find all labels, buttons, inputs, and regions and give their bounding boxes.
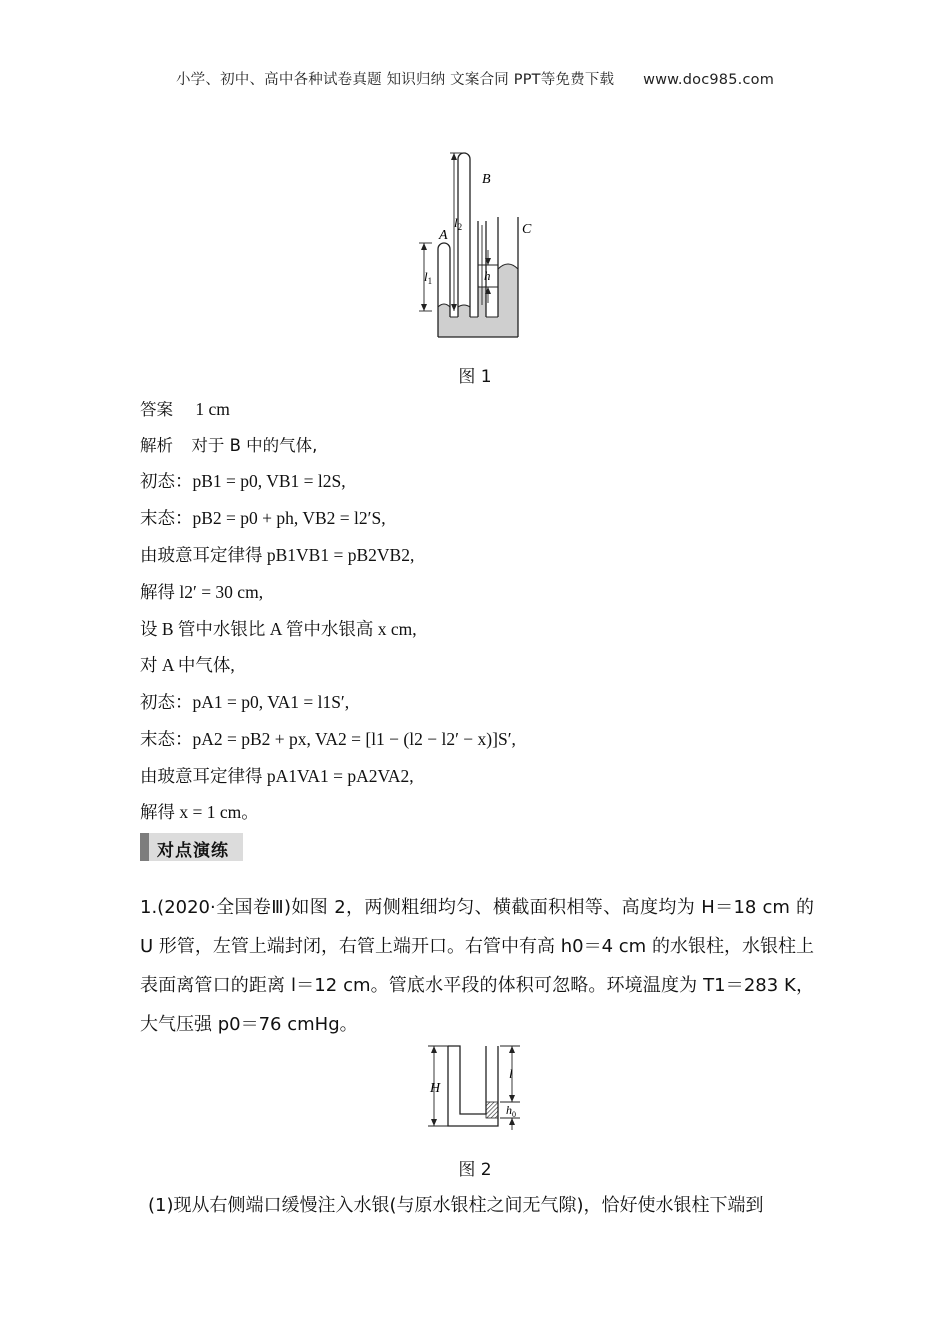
figure-1-caption: 图 1 [458, 367, 492, 387]
header-text: 小学、初中、高中各种试卷真题 知识归纳 文案合同 PPT等免费下载 [175, 72, 615, 88]
solution-line-6: 对 A 中气体, [140, 655, 235, 675]
figure-2-label-l: l [509, 1066, 513, 1081]
solution-intro: 对于 B 中的气体, [191, 436, 318, 455]
problem-1-text: 1.(2020·全国卷Ⅲ)如图 2，两侧粗细均匀、横截面积相等、高度均为 H＝18 cm 的 U 形管，左管上端封闭，右管上端开口。右管中有高 h0＝4 cm 的水银柱，水银柱上表面离管口的距离 l＝12 cm。管底水平段的体积可忽略。环境温度为 T1＝283 K，大气压强 p0＝76 cmHg。 [140, 897, 814, 1035]
figure-1-label-l1: $l_1$ [424, 269, 433, 286]
solution-intro-line [140, 433, 317, 458]
answer-value: 1 cm [195, 399, 230, 419]
figure-1-label-a: A [439, 228, 448, 243]
solution-line-9: 由玻意耳定律得 pA1VA1 = pA2VA2, [140, 766, 414, 786]
solution-line-7: 初态：pA1 = p0, VA1 = l1S′, [140, 692, 350, 712]
solution-line-5: 设 B 管中水银比 A 管中水银高 x cm, [140, 619, 417, 639]
figure-2-caption: 图 2 [458, 1160, 492, 1180]
solution-label: 解析 [140, 436, 173, 455]
solution-line-10: 解得 x = 1 cm。 [140, 802, 259, 822]
solution-line-3: 由玻意耳定律得 pB1VB1 = pB2VB2, [140, 545, 415, 565]
solution-line-2: 末态：pB2 = p0 + ph, VB2 = l2′S, [140, 508, 386, 528]
section-header [140, 833, 243, 861]
figure-1-label-c: C [522, 222, 532, 237]
figure-2-label-h: H [430, 1081, 441, 1096]
solution-line-8: 末态：pA2 = pB2 + px, VA2 = [l1 − (l2 − l2′ − x)]S′, [140, 729, 516, 749]
figure-2-diagram [420, 1040, 560, 1135]
solution-line-1: 初态：pB1 = p0, VB1 = l2S, [140, 471, 346, 491]
figure-2-label-h0: $h_0$ [506, 1103, 516, 1119]
answer-line [140, 397, 230, 422]
figure-1-diagram [410, 145, 600, 345]
section-title: 对点演练 [157, 841, 229, 861]
figure-1-label-h: h [484, 268, 491, 283]
solution-line-4: 解得 l2′ = 30 cm, [140, 582, 264, 602]
problem-1-sub-1: (1)现从右侧端口缓慢注入水银(与原水银柱之间无气隙)，恰好使水银柱下端到 [148, 1195, 764, 1216]
header-site: www.doc985.com [643, 72, 775, 88]
figure-1-label-l2: $l_2$ [454, 215, 463, 232]
figure-1-label-b: B [482, 172, 491, 187]
answer-label: 答案 [140, 400, 173, 419]
page-header [0, 68, 950, 89]
